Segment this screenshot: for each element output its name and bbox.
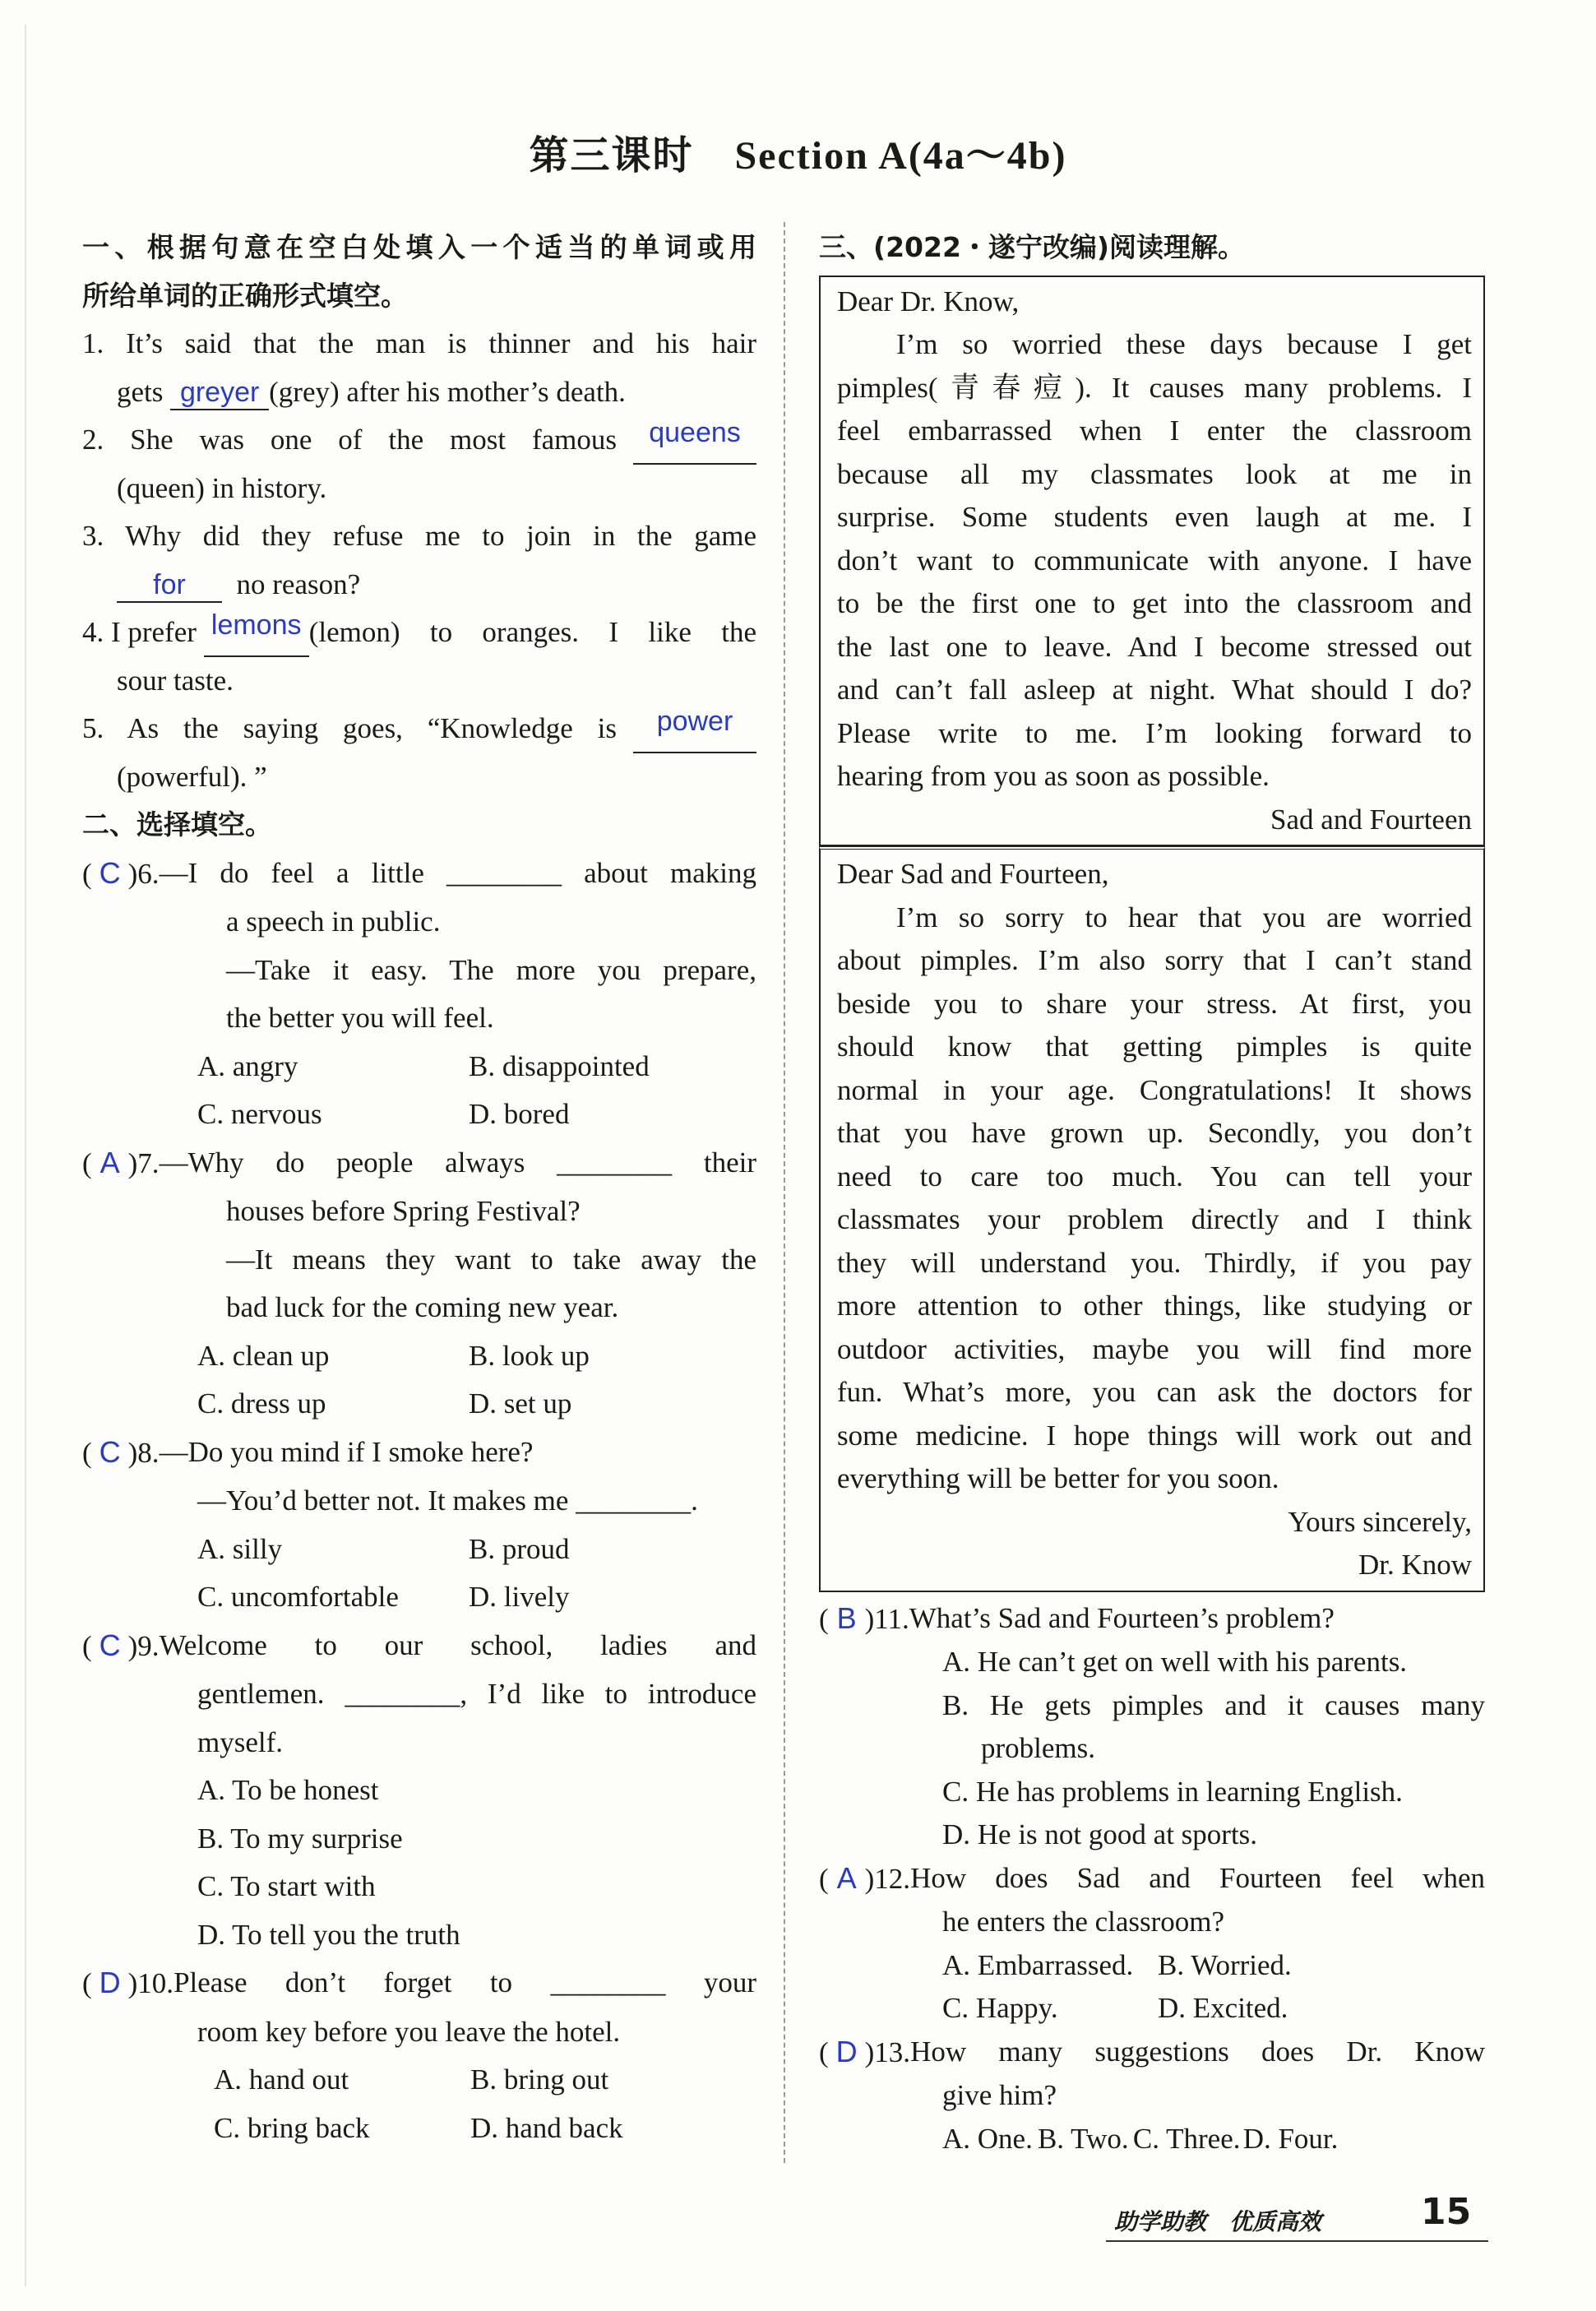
letter2-line: should know that getting pimples is quite [837, 1030, 1472, 1063]
letter-1 [819, 276, 1485, 847]
q7-options-ab [82, 1332, 756, 1381]
q13-options [819, 2118, 1485, 2161]
option[interactable]: B. disappointed [469, 1049, 650, 1082]
letter2-line: outdoor activities, maybe you will find more [837, 1332, 1472, 1365]
q12-options-cd [819, 1987, 1485, 2031]
q9-line-2: gentlemen. ________, I’d like to introduce [197, 1678, 756, 1710]
fill-item-1: 1. It’s said that the man is thinner and his hair [82, 327, 756, 359]
letter1-line: and can’t fall asleep at night. What should I do? [837, 674, 1472, 706]
reading-questions [819, 1597, 1485, 2161]
letter1-line: pimples(青春痘). It causes many problems. I [837, 371, 1472, 404]
answer-blank-3[interactable]: for [117, 568, 222, 603]
q6-line-4: the better you will feel. [226, 1002, 494, 1034]
page-number: 15 [1421, 2191, 1472, 2233]
answer-13[interactable]: D [835, 2034, 858, 2068]
option[interactable]: C. nervous [197, 1098, 322, 1130]
letter1-line: to be the first one to get into the classroom and [837, 587, 1472, 619]
option[interactable]: A. clean up [197, 1339, 330, 1372]
q9-line-3: myself. [197, 1725, 284, 1758]
letter1-line: feel embarrassed when I enter the classroom [837, 414, 1472, 447]
q10-options-ab [82, 2056, 756, 2105]
mc-question-10: ( D )10. Please don’t forget to ________ your [82, 1959, 756, 2008]
answer-blank-4[interactable]: lemons [204, 609, 309, 657]
option-cont: problems. [981, 1732, 1096, 1764]
mc-question-13: ( D )13. How many suggestions does Dr. Know [819, 2031, 1485, 2075]
letter2-line: I’m so sorry to hear that you are worried [896, 901, 1472, 933]
letter1-greeting: Dear Dr. Know, [837, 285, 1020, 317]
q6-line-3: —Take it easy. The more you prepare, [226, 953, 756, 986]
answer-11[interactable]: B [836, 1600, 857, 1635]
option[interactable]: C. He has problems in learning English. [942, 1775, 1403, 1808]
letter1-line: surprise. Some students even laugh at me. I [837, 501, 1472, 533]
answer-7[interactable]: A [99, 1145, 120, 1179]
part2-heading: 二、选择填空。 [82, 808, 272, 841]
mc-question-12: ( A )12. How does Sad and Fourteen feel when [819, 1857, 1485, 1901]
letter2-line: fun. What’s more, you can ask the doctors for [837, 1376, 1472, 1408]
letter2-closing: Yours sincerely, [1288, 1505, 1472, 1538]
q7-line-4: bad luck for the coming new year. [226, 1291, 619, 1323]
answer-blank-2[interactable]: queens [633, 416, 756, 465]
fill-item-2-cont: (queen) in history. [117, 471, 327, 504]
answer-blank-5[interactable]: power [633, 705, 756, 753]
option[interactable]: D. Excited. [1158, 1992, 1288, 2024]
answer-6[interactable]: C [99, 855, 121, 890]
option[interactable]: A. hand out [214, 2063, 349, 2096]
q6-options-ab [82, 1043, 756, 1091]
option[interactable]: D. bored [469, 1098, 570, 1130]
q10-options-cd [82, 2105, 756, 2153]
letter-2 [819, 846, 1485, 1592]
letter1-line: because all my classmates look at me in [837, 457, 1472, 490]
letter2-line: need to care too much. You can tell your [837, 1160, 1472, 1193]
part1-heading: 一、根据句意在空白处填入一个适当的单词或用 [82, 231, 756, 263]
letter1-line: Please write to me. I’m looking forward to [837, 716, 1472, 749]
fill-item-4-cont: sour taste. [117, 664, 234, 697]
option[interactable]: D. set up [469, 1387, 572, 1419]
answer-9[interactable]: C [99, 1628, 121, 1662]
option[interactable]: D. Four. [1242, 2122, 1339, 2155]
letter2-line: everything will be better for you soon. [837, 1462, 1279, 1494]
fill-item-3: 3. Why did they refuse me to join in the game [82, 520, 756, 552]
letter2-greeting: Dear Sad and Fourteen, [837, 858, 1109, 890]
answer-10[interactable]: D [99, 1966, 121, 1999]
option[interactable]: A. angry [197, 1049, 298, 1082]
letter2-line: about pimples. I’m also sorry that I can’t stand [837, 944, 1472, 976]
option[interactable]: C. uncomfortable [197, 1581, 399, 1613]
fill-item-2: 2. She was one of the most famous queens [82, 416, 756, 465]
column-divider [784, 222, 785, 2163]
q8-line-2: —You’d better not. It makes me ________. [197, 1484, 698, 1517]
footer-slogan: 助学助教 优质高效 [1114, 2208, 1322, 2235]
option[interactable]: A. To be honest [197, 1774, 379, 1806]
q7-line-3: —It means they want to take away the [226, 1243, 756, 1276]
q10-line-2: room key before you leave the hotel. [197, 2015, 621, 2048]
option[interactable]: B. To my surprise [197, 1822, 403, 1855]
option[interactable]: B. Worried. [1158, 1948, 1292, 1981]
option[interactable]: A. silly [197, 1532, 283, 1565]
mc-question-8: ( C )8. —Do you mind if I smoke here? [82, 1429, 756, 1478]
option[interactable]: C. bring back [214, 2111, 370, 2144]
option[interactable]: B. Two. [1037, 2122, 1129, 2155]
answer-blank-1[interactable]: greyer [170, 376, 269, 410]
letter1-line: I’m so worried these days because I get [896, 328, 1472, 360]
letter2-signature: Dr. Know [1358, 1549, 1472, 1581]
letter2-line: beside you to share your stress. At first, you [837, 987, 1472, 1020]
option[interactable]: B. bring out [470, 2063, 609, 2096]
fill-item-1-cont: gets greyer (grey) after his mother’s death. [82, 368, 756, 417]
q6-line-2: a speech in public. [226, 905, 441, 938]
letter2-line: they will understand you. Thirdly, if you pay [837, 1246, 1472, 1279]
mc-question-11: ( B )11. What’s Sad and Fourteen’s problem? [819, 1597, 1485, 1642]
letter2-line: more attention to other things, like studying or [837, 1290, 1472, 1322]
q7-options-cd [82, 1380, 756, 1429]
option[interactable]: A. One. [942, 2122, 1033, 2155]
letter1-line: hearing from you as soon as possible. [837, 760, 1270, 792]
letter1-line: the last one to leave. And I become stressed out [837, 630, 1472, 663]
letter2-line: classmates your problem directly and I think [837, 1203, 1472, 1235]
option[interactable]: D. hand back [470, 2111, 623, 2144]
option[interactable]: D. He is not good at sports. [942, 1818, 1258, 1850]
q8-options-cd [82, 1573, 756, 1622]
right-column [819, 224, 1485, 2160]
option[interactable]: A. Embarrassed. [942, 1948, 1134, 1981]
letter1-line: don’t want to communicate with anyone. I have [837, 544, 1472, 577]
option[interactable]: C. Happy. [942, 1992, 1058, 2024]
q7-line-2: houses before Spring Festival? [226, 1195, 581, 1227]
option[interactable]: A. He can’t get on well with his parents. [942, 1646, 1408, 1678]
q8-options-ab [82, 1526, 756, 1574]
mc-question-7: ( A )7. —Why do people always ________ their [82, 1139, 756, 1188]
q6-options-cd [82, 1091, 756, 1139]
part1-heading-2: 所给单词的正确形式填空。 [82, 279, 408, 312]
option[interactable]: C. To start with [197, 1870, 376, 1902]
option[interactable]: D. lively [469, 1581, 570, 1613]
page-title: 第三课时 Section A(4a～4b) [529, 134, 1067, 178]
mc-question-9: ( C )9. Welcome to our school, ladies and [82, 1622, 756, 1671]
answer-8[interactable]: C [99, 1434, 121, 1469]
option[interactable]: B. look up [469, 1339, 590, 1372]
q12-line-2: he enters the classroom? [942, 1906, 1225, 1938]
mc-question-6: ( C )6. —I do feel a little ________ about making [82, 850, 756, 899]
fill-item-5: 5. As the saying goes, “Knowledge is power [82, 705, 756, 753]
part3-heading: 三、(2022・遂宁改编)阅读理解。 [819, 231, 1246, 263]
fill-item-4: 4. I prefer lemons (lemon) to oranges. I like the [82, 609, 756, 657]
option[interactable]: C. dress up [197, 1387, 326, 1419]
option[interactable]: C. Three. [1132, 2122, 1241, 2155]
fill-item-5-cont: (powerful). ” [117, 760, 267, 793]
q13-line-2: give him? [942, 2079, 1057, 2111]
option[interactable]: D. To tell you the truth [197, 1918, 460, 1951]
letter1-signature: Sad and Fourteen [1270, 803, 1472, 836]
letter2-line: some medicine. I hope things will work out and [837, 1419, 1472, 1452]
letter2-line: normal in your age. Congratulations! It shows [837, 1073, 1472, 1106]
fill-item-3-cont: for no reason? [82, 561, 756, 609]
option[interactable]: B. He gets pimples and it causes many [942, 1688, 1485, 1721]
footer-rule [1106, 2240, 1488, 2242]
answer-12[interactable]: A [836, 1860, 857, 1895]
letter2-line: that you have grown up. Secondly, you don’t [837, 1117, 1472, 1149]
left-column [82, 224, 756, 2152]
q12-options-ab [819, 1944, 1485, 1988]
option[interactable]: B. proud [469, 1532, 570, 1565]
